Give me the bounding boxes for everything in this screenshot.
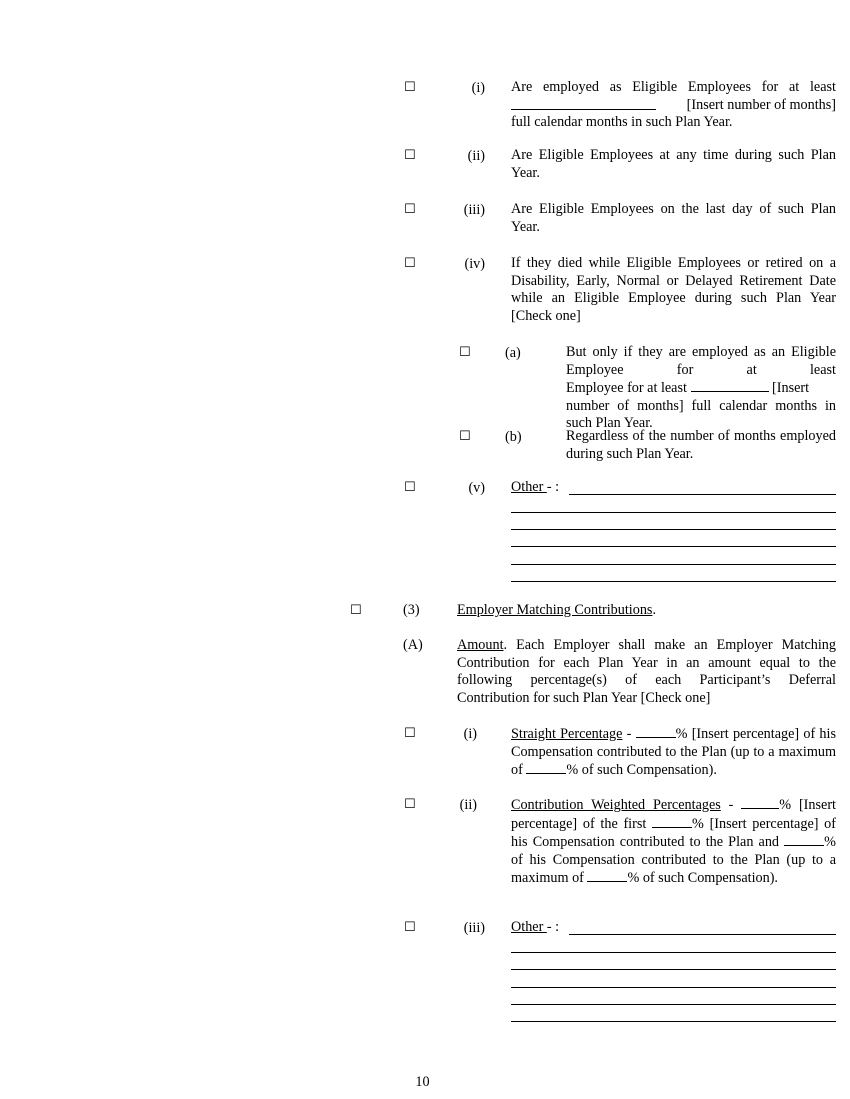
checkbox-matching[interactable]: ☐ xyxy=(350,603,362,618)
section-heading-text: Employer Matching Contributions xyxy=(457,602,653,618)
option-text: - xyxy=(720,797,742,813)
checkbox-eligibility-ii[interactable]: ☐ xyxy=(404,148,416,163)
item-text: But only if they are employed as an Eligible Employee for at least Employee for at least [Insert number of months] full calendar months in such Plan Year. xyxy=(566,344,836,431)
item-text-line: number of months] full calendar months in such Plan Year. xyxy=(566,397,836,431)
subsection-number: (A) xyxy=(403,637,423,653)
other-label-text: Other xyxy=(511,919,547,935)
checkbox-matching-other[interactable]: ☐ xyxy=(404,920,416,935)
other-fill-line[interactable] xyxy=(511,987,836,988)
other-fill-line[interactable] xyxy=(511,529,836,530)
other-label-text: Other xyxy=(511,479,547,495)
other-fill-line[interactable] xyxy=(511,512,836,513)
item-number: (v) xyxy=(468,480,485,496)
item-text-line: Are employed as Eligible Employees for at least xyxy=(511,79,836,95)
insert-note: [Insert xyxy=(772,380,810,396)
percentage-blank[interactable] xyxy=(636,725,676,738)
item-number: (b) xyxy=(505,429,522,445)
other-fill-line[interactable] xyxy=(511,581,836,582)
option-text: % [Insert percentage] of his Compensation contributed to the Plan and xyxy=(511,815,836,850)
insert-note: [Insert number of months] xyxy=(686,96,836,113)
option-text: % [Insert percentage] of his Compensation contributed to the Plan (up to a maximum of xyxy=(511,726,836,778)
other-fill-line[interactable] xyxy=(511,1004,836,1005)
checkbox-eligibility-i[interactable]: ☐ xyxy=(404,80,416,95)
item-number: (ii) xyxy=(467,148,485,164)
section-heading xyxy=(457,602,656,620)
compensation-percentage-blank[interactable] xyxy=(784,833,824,846)
other-fill-line[interactable] xyxy=(511,952,836,953)
item-text xyxy=(511,79,836,132)
checkbox-straight-percentage[interactable]: ☐ xyxy=(404,726,416,741)
other-fill-line[interactable] xyxy=(511,546,836,547)
maximum-blank[interactable] xyxy=(526,761,566,774)
option-text: % of his Compensation contributed to the Plan (up to a maximum of xyxy=(511,834,836,886)
first-percentage-blank[interactable] xyxy=(652,815,692,828)
item-text: Regardless of the number of months employed during such Plan Year. xyxy=(566,428,836,462)
straight-percentage-text xyxy=(511,725,836,780)
section-heading-suffix: . xyxy=(652,602,656,618)
item-number: (a) xyxy=(505,345,521,361)
other-label-suffix: - : xyxy=(546,479,560,495)
other-label xyxy=(511,479,559,497)
item-number: (ii) xyxy=(459,797,477,813)
percentage-blank[interactable] xyxy=(741,796,779,809)
option-label: Straight Percentage xyxy=(511,726,623,742)
other-fill-line[interactable] xyxy=(511,969,836,970)
checkbox-sub-a[interactable]: ☐ xyxy=(459,345,471,360)
other-label xyxy=(511,919,559,937)
option-label: Contribution Weighted Percentages xyxy=(511,797,721,813)
page-number: 10 xyxy=(415,1074,430,1090)
option-text: % of such Compensation). xyxy=(627,870,778,886)
item-number: (i) xyxy=(471,80,485,96)
item-text-line: full calendar months in such Plan Year. xyxy=(511,114,733,130)
other-fill-line[interactable] xyxy=(569,934,836,935)
item-text: Are Eligible Employees on the last day of such Plan Year. xyxy=(511,201,836,235)
amount-label: Amount xyxy=(457,637,504,653)
other-fill-line[interactable] xyxy=(569,494,836,495)
other-fill-line[interactable] xyxy=(511,1021,836,1022)
amount-paragraph xyxy=(457,637,836,707)
checkbox-weighted-percentages[interactable]: ☐ xyxy=(404,797,416,812)
option-text: % of such Compensation). xyxy=(566,762,717,778)
item-number: (i) xyxy=(463,726,477,742)
item-text: Are Eligible Employees at any time during such Plan Year. xyxy=(511,147,836,181)
months-blank[interactable] xyxy=(511,97,656,110)
months-blank[interactable] xyxy=(691,379,769,392)
item-number: (iii) xyxy=(463,202,485,218)
item-text-line: But only if they are employed as an Eligible Employee for at least xyxy=(566,344,836,378)
checkbox-sub-b[interactable]: ☐ xyxy=(459,429,471,444)
item-number: (iv) xyxy=(464,256,485,272)
maximum-blank[interactable] xyxy=(587,869,627,882)
amount-text: . Each Employer shall make an Employer Matching Contribution for each Plan Year in an amount equal to the following percentage(s) of each Participant’s Deferral Contribution for such Plan Year [Check one] xyxy=(457,637,836,706)
item-text: If they died while Eligible Employees or retired on a Disability, Early, Normal or Delayed Retirement Date while an Eligible Employee during such Plan Year [Check one] xyxy=(511,255,836,324)
other-label-suffix: - : xyxy=(546,919,560,935)
checkbox-eligibility-iv[interactable]: ☐ xyxy=(404,256,416,271)
checkbox-eligibility-iii[interactable]: ☐ xyxy=(404,202,416,217)
section-number: (3) xyxy=(403,602,420,618)
checkbox-eligibility-v[interactable]: ☐ xyxy=(404,480,416,495)
weighted-percentages-text xyxy=(511,796,836,888)
other-fill-line[interactable] xyxy=(511,564,836,565)
option-text: - xyxy=(622,726,636,742)
item-number: (iii) xyxy=(463,920,485,936)
option-text: % [Insert percentage] of the first xyxy=(511,797,836,832)
